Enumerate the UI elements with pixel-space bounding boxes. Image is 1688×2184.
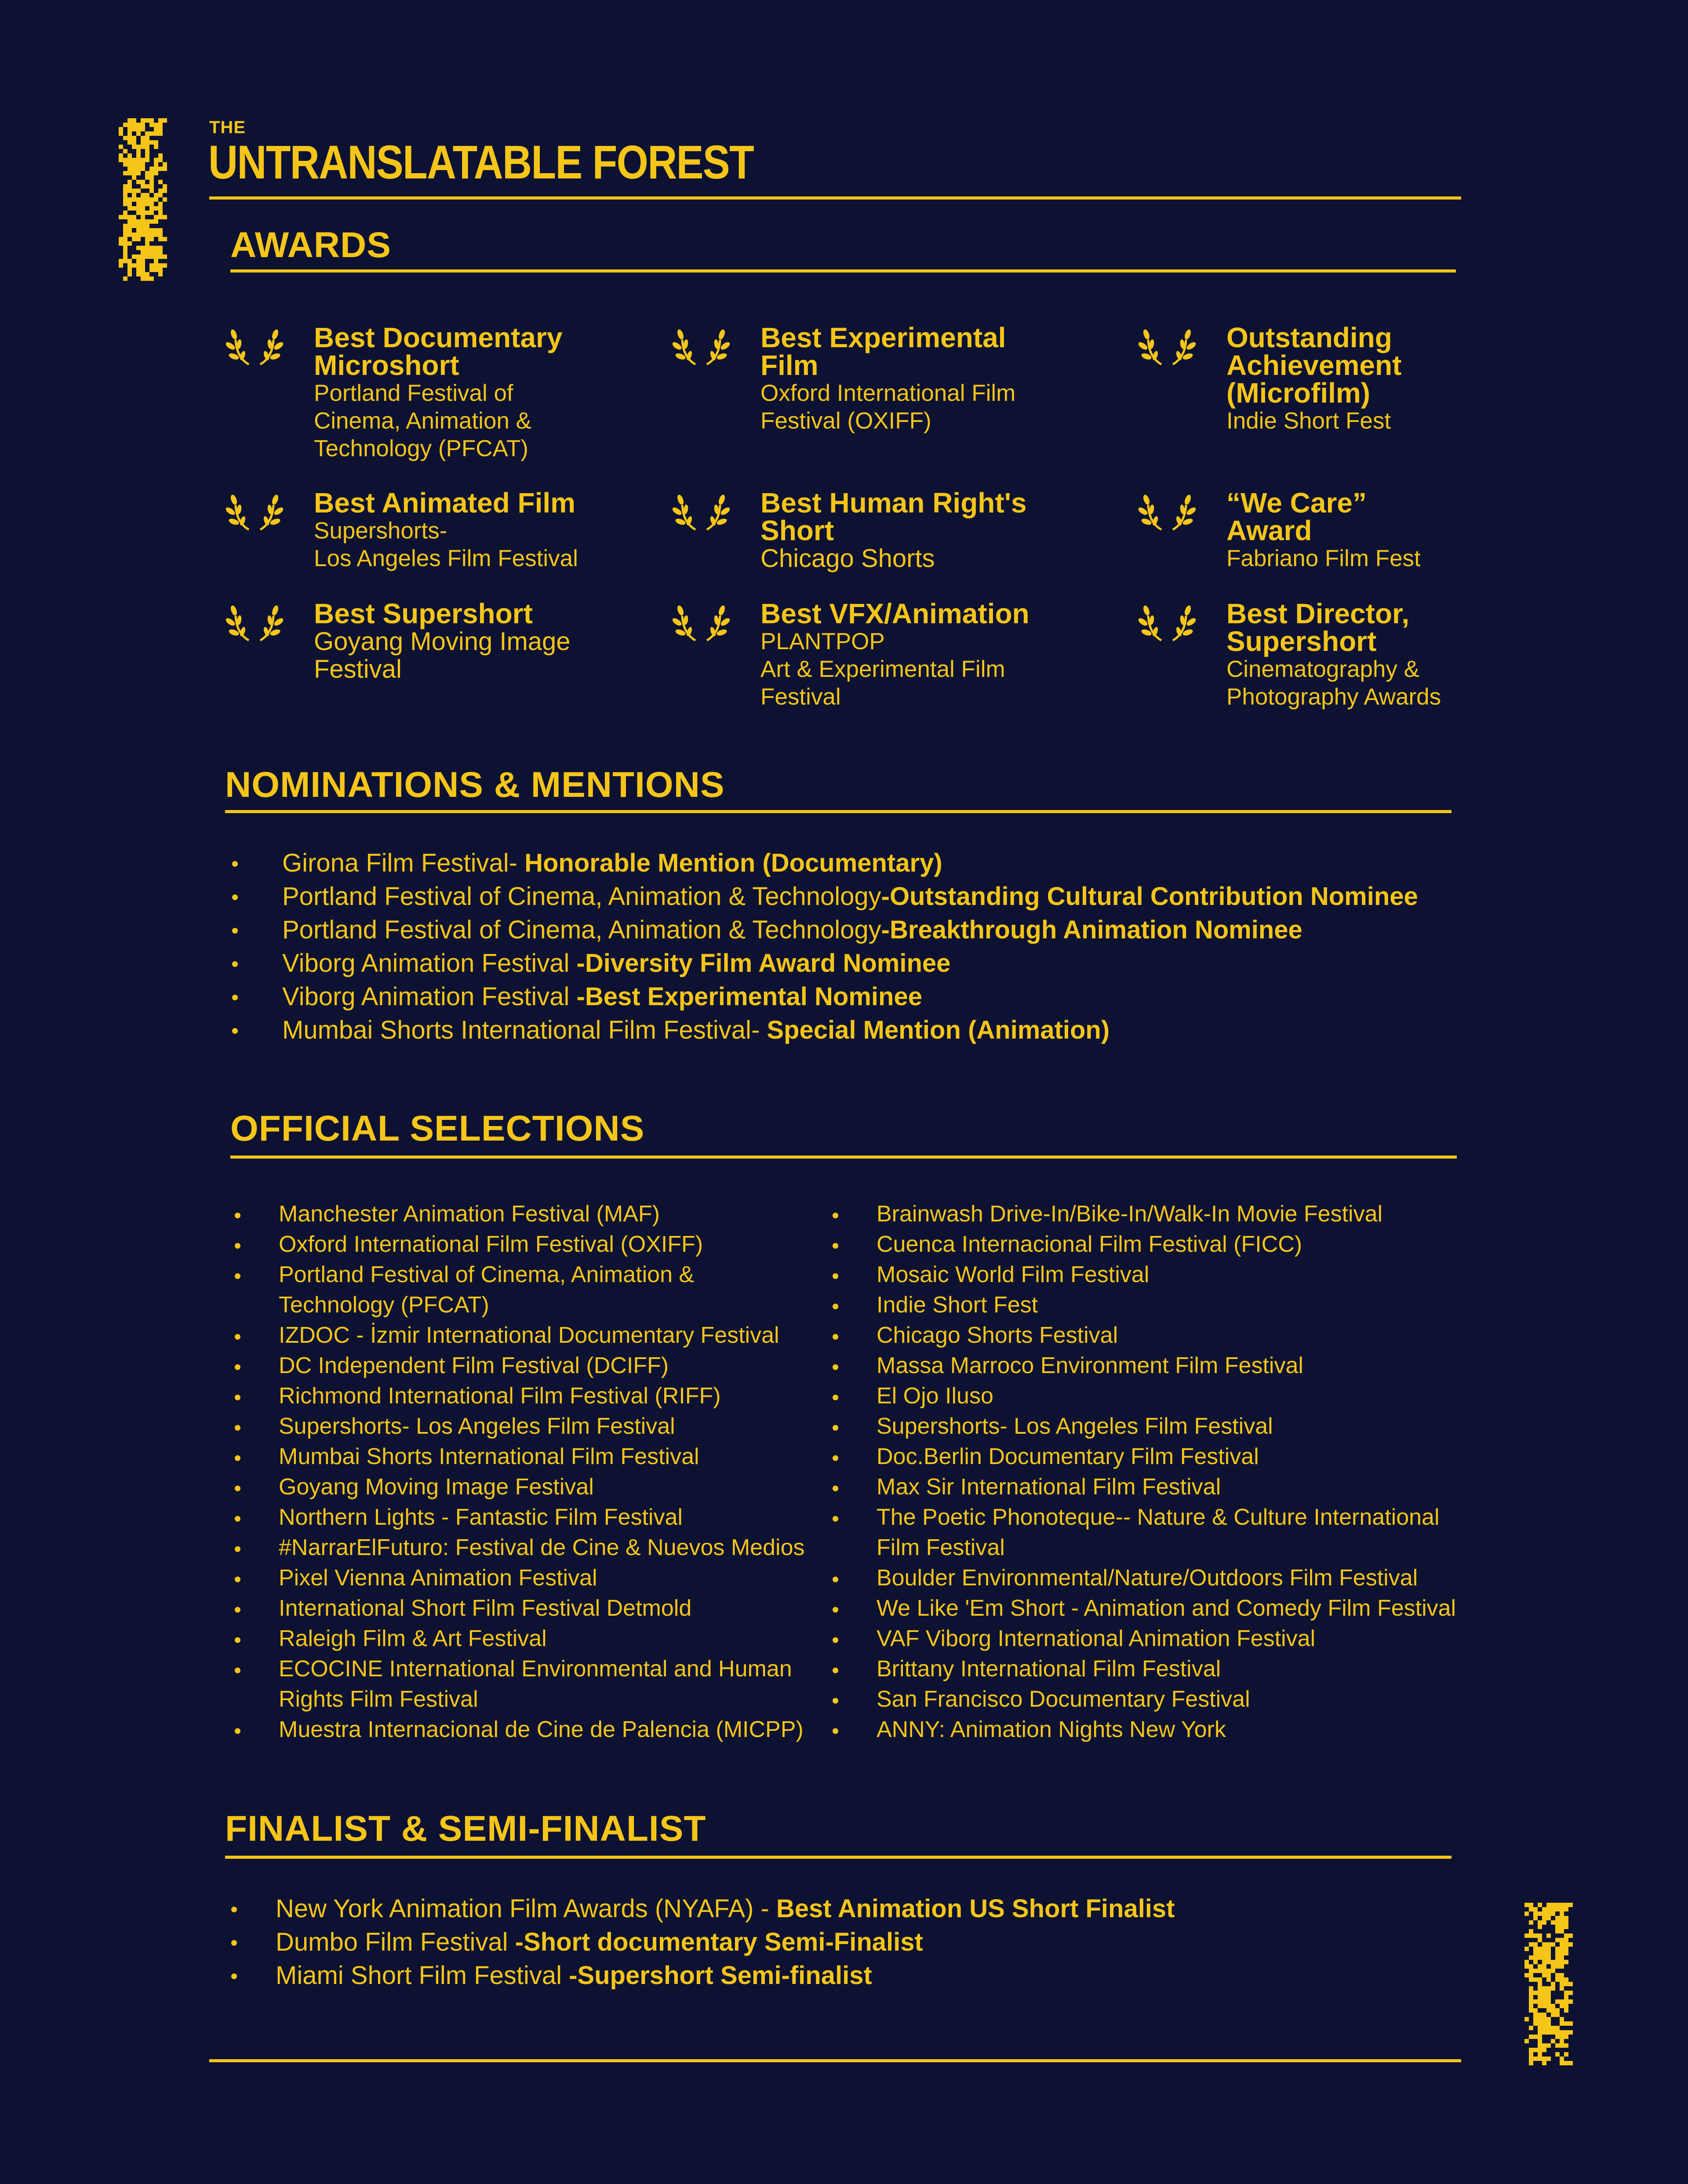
selection-item — [826, 1472, 1456, 1502]
award-festival: Supershorts- Los Angeles Film Festival — [314, 518, 578, 571]
bullet-icon — [235, 1728, 240, 1734]
laurel-icon — [1139, 492, 1196, 534]
item-honor: -Best Experimental Nominee — [576, 982, 922, 1011]
selection-label: We Like 'Em Short - Animation and Comedy Film Festival — [877, 1595, 1456, 1621]
laurel-icon — [1139, 327, 1196, 369]
award-name: “We Care” Award — [1226, 487, 1367, 546]
selection-label: ECOCINE International Environmental and Human — [279, 1656, 792, 1682]
award-name: Best Documentary Microshort — [314, 322, 563, 381]
selection-label: Supershorts- Los Angeles Film Festival — [877, 1414, 1273, 1439]
selection-label: Portland Festival of Cinema, Animation & — [279, 1262, 695, 1287]
selection-item — [826, 1229, 1456, 1260]
laurel-icon — [226, 603, 283, 645]
selection-item — [229, 1472, 804, 1502]
selection-item — [229, 1290, 804, 1320]
selection-label: Goyang Moving Image Festival — [279, 1474, 594, 1500]
selection-item — [229, 1260, 804, 1290]
laurel-icon — [226, 492, 283, 534]
selection-item — [826, 1290, 1456, 1320]
bullet-icon — [235, 1486, 240, 1491]
selection-item — [229, 1684, 804, 1715]
item-festival: Viborg Animation Festival — [282, 949, 577, 978]
finalists-list — [225, 1892, 1175, 1992]
award-festival: Cinematography & Photography Awards — [1226, 656, 1441, 710]
item-festival: Portland Festival of Cinema, Animation & Technology — [282, 882, 881, 911]
bullet-icon — [235, 1273, 240, 1279]
item-festival: Girona Film Festival- — [282, 849, 525, 877]
selection-item — [826, 1624, 1456, 1654]
selection-item — [229, 1624, 804, 1654]
bullet-icon — [833, 1395, 838, 1400]
selection-label: DC Independent Film Festival (DCIFF) — [279, 1353, 669, 1378]
bullet-icon — [235, 1577, 240, 1582]
selection-label: El Ojo Iluso — [877, 1383, 993, 1409]
bullet-icon — [833, 1304, 838, 1309]
award-festival: Oxford International Film Festival (OXIFF) — [760, 380, 1016, 434]
selection-item — [826, 1199, 1456, 1229]
bullet-icon — [235, 1425, 240, 1431]
selection-label: Northern Lights - Fantastic Film Festival — [279, 1504, 683, 1530]
bullet-icon — [235, 1455, 240, 1461]
selection-item — [826, 1320, 1456, 1351]
bullet-icon — [235, 1546, 240, 1552]
selection-label: Technology (PFCAT) — [279, 1292, 489, 1318]
bullet-icon — [231, 1973, 237, 1979]
bullet-icon — [235, 1637, 240, 1643]
award-festival: PLANTPOP Art & Experimental Film Festival — [760, 629, 1005, 710]
bullet-icon — [232, 961, 238, 967]
award-text — [1226, 324, 1525, 435]
selection-item — [826, 1654, 1456, 1684]
bullet-icon — [235, 1364, 240, 1370]
item-festival: New York Animation Film Awards (NYAFA) - — [276, 1894, 776, 1923]
selection-label: Mosaic World Film Festival — [877, 1262, 1150, 1287]
laurel-icon — [673, 492, 730, 534]
selection-label: IZDOC - İzmir International Documentary Festival — [279, 1323, 779, 1348]
selection-label: International Short Film Festival Detmold — [279, 1595, 692, 1621]
selection-item — [229, 1199, 804, 1229]
laurel-icon — [1139, 603, 1196, 645]
page-title: UNTRANSLATABLE FOREST — [208, 135, 754, 189]
nomination-item — [225, 947, 1418, 980]
bullet-icon — [235, 1607, 240, 1613]
selection-item — [826, 1593, 1456, 1624]
bullet-icon — [833, 1607, 838, 1613]
selection-label: Cuenca Internacional Film Festival (FICC) — [877, 1232, 1302, 1257]
finalists-heading: FINALIST & SEMI-FINALIST — [225, 1809, 706, 1849]
finalist-item — [225, 1926, 1175, 1959]
laurel-icon — [673, 603, 730, 645]
award-text — [314, 324, 613, 462]
item-festival: Miami Short Film Festival — [276, 1961, 569, 1990]
selection-label: ANNY: Animation Nights New York — [877, 1717, 1226, 1742]
selection-label: Supershorts- Los Angeles Film Festival — [279, 1414, 675, 1439]
award-festival: Fabriano Film Fest — [1226, 545, 1421, 571]
award-festival: Chicago Shorts — [760, 544, 935, 573]
selection-label: The Poetic Phonoteque-- Nature & Culture International — [877, 1504, 1440, 1530]
nominations-heading: NOMINATIONS & MENTIONS — [225, 765, 725, 805]
award-festival: Indie Short Fest — [1226, 408, 1391, 434]
item-honor: -Diversity Film Award Nominee — [576, 949, 951, 978]
selection-item — [229, 1229, 804, 1260]
selection-item — [826, 1715, 1456, 1745]
finalist-item — [225, 1959, 1175, 1992]
bullet-icon — [235, 1213, 240, 1218]
selection-label: Brittany International Film Festival — [877, 1656, 1221, 1682]
selection-item — [826, 1533, 1456, 1563]
bullet-icon — [833, 1698, 838, 1704]
selection-label: Boulder Environmental/Nature/Outdoors Film Festival — [877, 1565, 1418, 1591]
item-festival: Mumbai Shorts International Film Festival- — [282, 1016, 767, 1044]
selection-label: Pixel Vienna Animation Festival — [279, 1565, 597, 1591]
selections-heading: OFFICIAL SELECTIONS — [230, 1108, 645, 1148]
award-text — [314, 600, 613, 683]
selection-item — [826, 1684, 1456, 1715]
bullet-icon — [833, 1243, 838, 1249]
bullet-icon — [833, 1273, 838, 1279]
selection-item — [826, 1351, 1456, 1381]
award-festival: Goyang Moving Image Festival — [314, 627, 571, 683]
bullet-icon — [833, 1668, 838, 1673]
header-divider — [209, 196, 1461, 200]
award-name: Best Director, Supershort — [1226, 598, 1410, 657]
award-text — [314, 489, 613, 572]
selection-item — [826, 1411, 1456, 1442]
bullet-icon — [235, 1516, 240, 1522]
selection-item — [229, 1533, 804, 1563]
award-name: Best Human Right's Short — [760, 487, 1027, 546]
bullet-icon — [833, 1364, 838, 1370]
selection-label: Richmond International Film Festival (RIFF) — [279, 1383, 721, 1409]
bullet-icon — [833, 1728, 838, 1734]
item-festival: Portland Festival of Cinema, Animation & Technology — [282, 916, 881, 944]
selection-label: Max Sir International Film Festival — [877, 1474, 1221, 1500]
selection-label: VAF Viborg International Animation Festival — [877, 1626, 1316, 1651]
bullet-icon — [833, 1637, 838, 1643]
bullet-icon — [232, 894, 238, 900]
finalists-divider — [225, 1856, 1452, 1859]
selection-label: San Francisco Documentary Festival — [877, 1686, 1250, 1712]
bullet-icon — [833, 1486, 838, 1491]
bullet-icon — [231, 1907, 237, 1912]
item-honor: -Breakthrough Animation Nominee — [881, 916, 1302, 944]
selection-label: Brainwash Drive-In/Bike-In/Walk-In Movie Festival — [877, 1201, 1383, 1227]
bullet-icon — [235, 1334, 240, 1340]
award-text — [760, 600, 1059, 711]
bullet-icon — [833, 1213, 838, 1218]
laurel-icon — [226, 327, 283, 369]
bullet-icon — [833, 1334, 838, 1340]
pixel-glyph-top-left — [119, 118, 167, 281]
laurel-icon — [673, 327, 730, 369]
selection-item — [229, 1411, 804, 1442]
nominations-list — [225, 847, 1418, 1047]
item-festival: Dumbo Film Festival — [276, 1928, 515, 1956]
bullet-icon — [235, 1243, 240, 1249]
bullet-icon — [232, 928, 238, 934]
selection-label: Chicago Shorts Festival — [877, 1323, 1118, 1348]
bullet-icon — [235, 1668, 240, 1673]
selection-item — [229, 1715, 804, 1745]
bullet-icon — [833, 1577, 838, 1582]
selections-list-right — [826, 1199, 1456, 1745]
selection-label: #NarrarElFuturo: Festival de Cine & Nuevos Medios — [279, 1535, 805, 1560]
selection-label: Raleigh Film & Art Festival — [279, 1626, 547, 1651]
item-honor: Special Mention (Animation) — [767, 1016, 1110, 1044]
award-text — [760, 489, 1059, 572]
selection-label: Doc.Berlin Documentary Film Festival — [877, 1444, 1259, 1469]
selection-item — [826, 1381, 1456, 1411]
selection-item — [229, 1442, 804, 1472]
selection-item — [826, 1442, 1456, 1472]
award-name: Best Supershort — [314, 598, 533, 629]
item-honor: -Short documentary Semi-Finalist — [515, 1928, 923, 1956]
item-festival: Viborg Animation Festival — [282, 982, 577, 1011]
footer-divider — [209, 2059, 1461, 2062]
selection-item — [826, 1502, 1456, 1533]
selections-divider — [230, 1156, 1457, 1159]
nomination-item — [225, 1014, 1418, 1047]
award-name: Best Animated Film — [314, 487, 576, 519]
pixel-glyph-bottom-right — [1524, 1902, 1573, 2066]
bullet-icon — [833, 1455, 838, 1461]
selection-item — [229, 1502, 804, 1533]
award-text — [1226, 489, 1525, 572]
nomination-item — [225, 980, 1418, 1014]
selection-item — [826, 1563, 1456, 1593]
selection-item — [826, 1260, 1456, 1290]
title-prefix: THE — [209, 118, 246, 137]
bullet-icon — [232, 995, 238, 1000]
selection-item — [229, 1381, 804, 1411]
nominations-divider — [225, 810, 1452, 813]
item-honor: Best Animation US Short Finalist — [776, 1894, 1175, 1923]
bullet-icon — [232, 1028, 238, 1034]
selection-label: Muestra Internacional de Cine de Palencia (MICPP) — [279, 1717, 804, 1742]
finalist-item — [225, 1892, 1175, 1926]
award-name: Outstanding Achievement (Microfilm) — [1226, 322, 1402, 409]
nomination-item — [225, 913, 1418, 947]
bullet-icon — [833, 1516, 838, 1522]
award-name: Best Experimental Film — [760, 322, 1006, 381]
selection-item — [229, 1320, 804, 1351]
selection-item — [229, 1563, 804, 1593]
awards-divider — [230, 269, 1456, 273]
item-honor: Honorable Mention (Documentary) — [524, 849, 942, 877]
selection-item — [229, 1654, 804, 1684]
bullet-icon — [231, 1940, 237, 1946]
selection-label: Manchester Animation Festival (MAF) — [279, 1201, 660, 1227]
award-name: Best VFX/Animation — [760, 598, 1030, 629]
selection-label: Mumbai Shorts International Film Festival — [279, 1444, 699, 1469]
awards-heading: AWARDS — [230, 225, 391, 265]
item-honor: -Supershort Semi-finalist — [569, 1961, 872, 1990]
selection-label: Massa Marroco Environment Film Festival — [877, 1353, 1303, 1378]
bullet-icon — [232, 861, 238, 867]
award-text — [1226, 600, 1525, 711]
selection-item — [229, 1593, 804, 1624]
selection-label: Film Festival — [877, 1535, 1005, 1560]
nomination-item — [225, 880, 1418, 913]
selection-label: Rights Film Festival — [279, 1686, 478, 1712]
item-honor: -Outstanding Cultural Contribution Nominee — [881, 882, 1418, 911]
selection-label: Indie Short Fest — [877, 1292, 1038, 1318]
selection-label: Oxford International Film Festival (OXIFF) — [279, 1232, 703, 1257]
selections-list-left — [229, 1199, 804, 1745]
nomination-item — [225, 847, 1418, 880]
bullet-icon — [833, 1425, 838, 1431]
selection-item — [229, 1351, 804, 1381]
award-festival: Portland Festival of Cinema, Animation & Technology (PFCAT) — [314, 380, 531, 462]
award-text — [760, 324, 1059, 435]
bullet-icon — [235, 1395, 240, 1400]
